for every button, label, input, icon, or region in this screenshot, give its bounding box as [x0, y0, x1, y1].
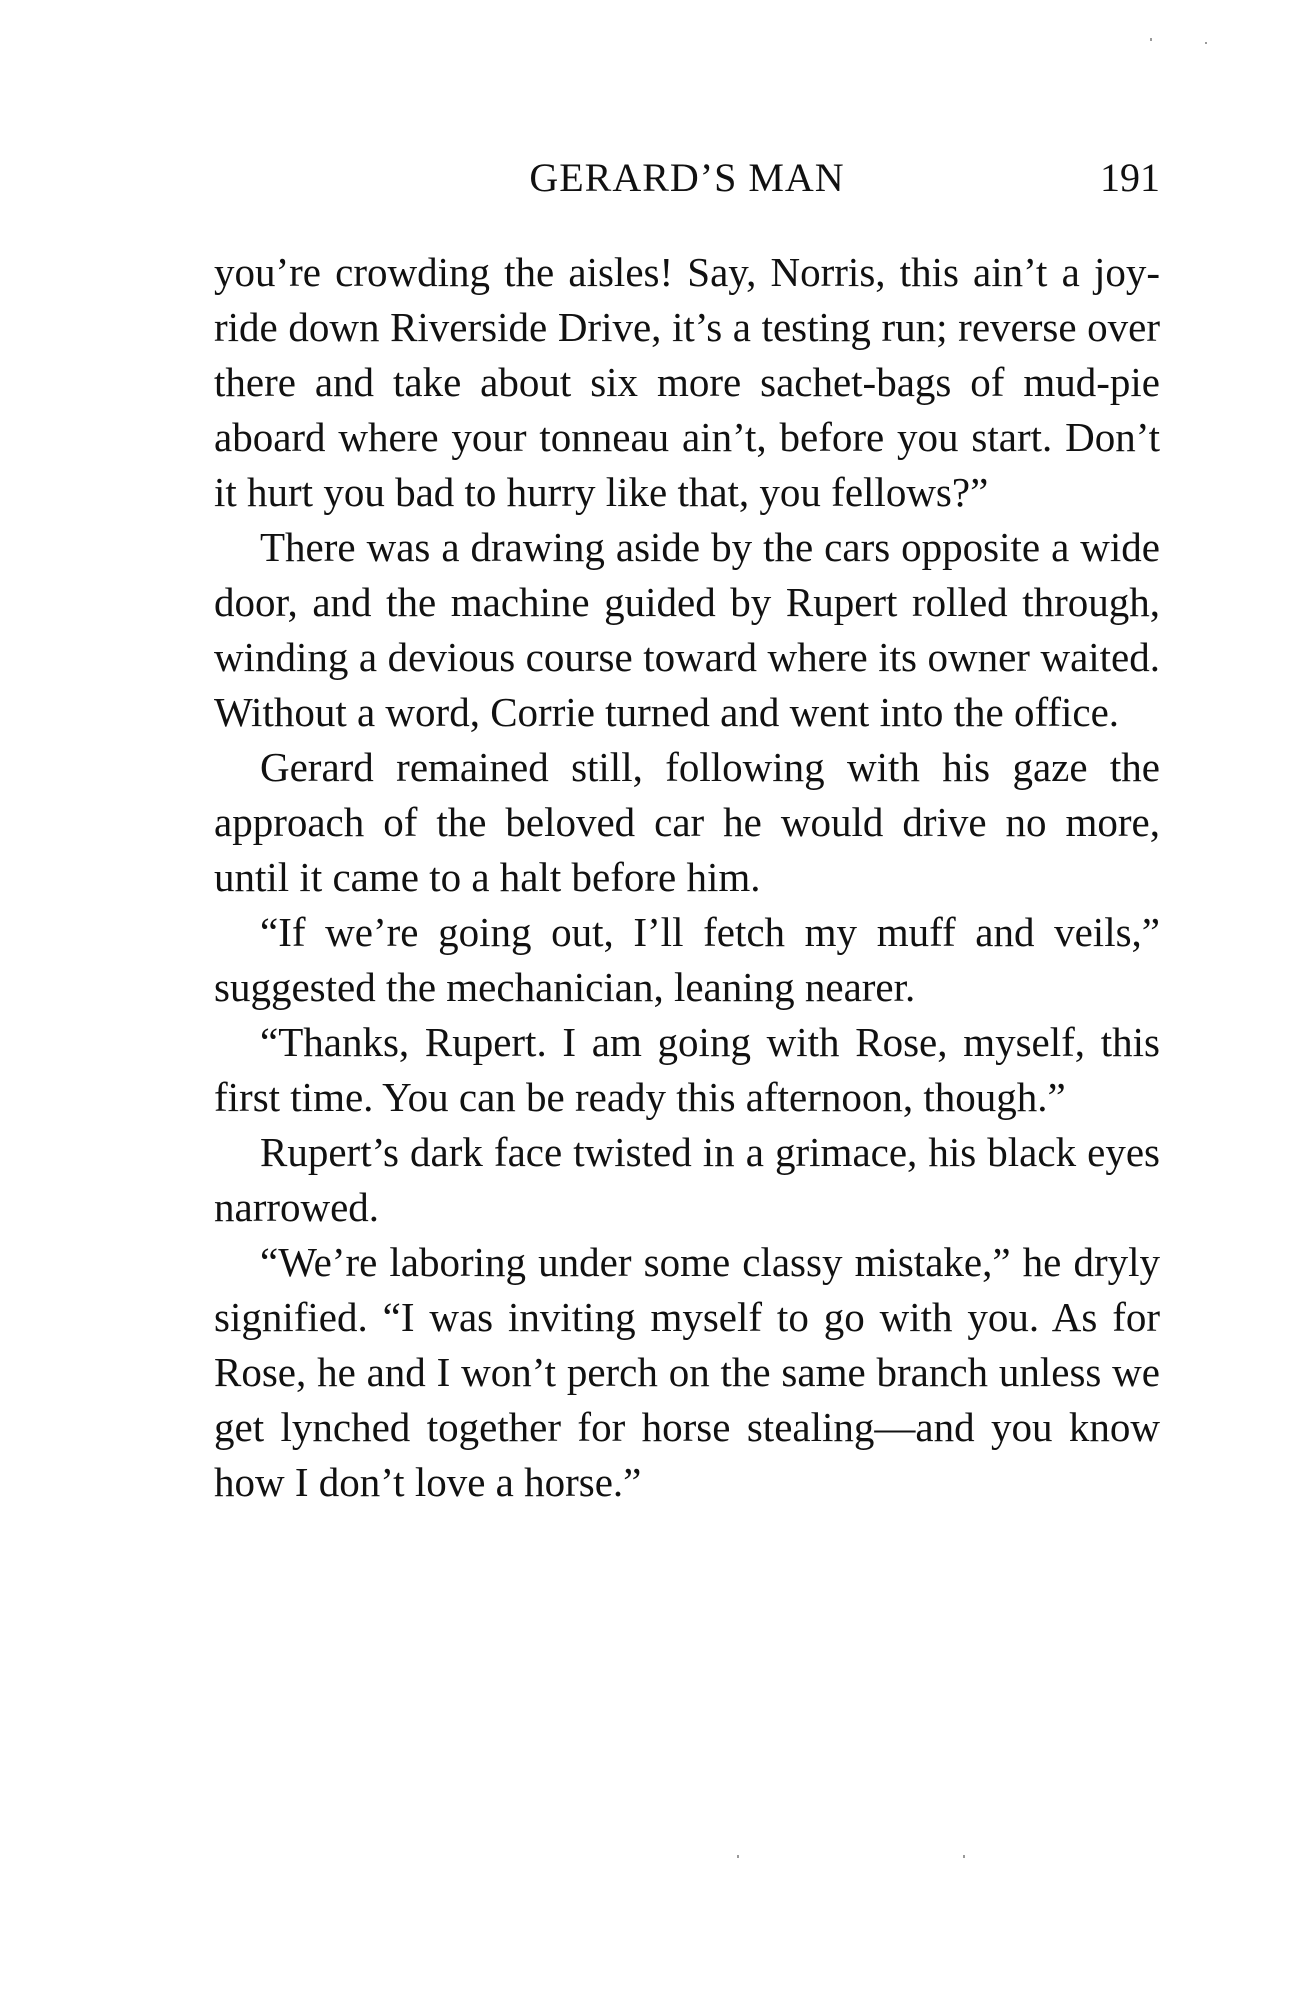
- paragraph: you’re crowding the aisles! Say, Norris, this ain’t a joy-ride down Riverside Drive, it’s a testing run; reverse over there and take about six more sachet-bags of mud-pie aboard where your tonneau ain’t, before you start. Don’t it hurt you bad to hurry like that, you fellows?”: [214, 249, 1160, 515]
- paragraph: There was a drawing aside by the cars opposite a wide door, and the machine guided by Rupert rolled through, winding a devious course toward where its owner waited. Without a word, Corrie turned and went into the office.: [214, 524, 1160, 735]
- print-speck: [1205, 42, 1207, 44]
- print-speck: [1150, 38, 1152, 41]
- paragraph: Rupert’s dark face twisted in a grimace, his black eyes narrowed.: [214, 1129, 1160, 1230]
- paragraph: Gerard remained still, following with his gaze the approach of the beloved car he would drive no more, until it came to a halt before him.: [214, 744, 1160, 900]
- page-number: 191: [1100, 155, 1160, 200]
- print-speck: [737, 1855, 739, 1858]
- body-text: [214, 245, 1160, 1510]
- paragraph: “Thanks, Rupert. I am going with Rose, myself, this first time. You can be ready this afternoon, though.”: [214, 1019, 1160, 1120]
- running-head: GERARD’S MAN: [529, 155, 845, 200]
- print-speck: [963, 1855, 965, 1858]
- paragraph: “If we’re going out, I’ll fetch my muff and veils,” suggested the mechanician, leaning nearer.: [214, 909, 1160, 1010]
- paragraph: “We’re laboring under some classy mistake,” he dryly signified. “I was inviting myself to go with you. As for Rose, he and I won’t perch on the same branch unless we get lynched together for horse stealing—and you know how I don’t love a horse.”: [214, 1239, 1160, 1505]
- page-header: [214, 148, 1160, 208]
